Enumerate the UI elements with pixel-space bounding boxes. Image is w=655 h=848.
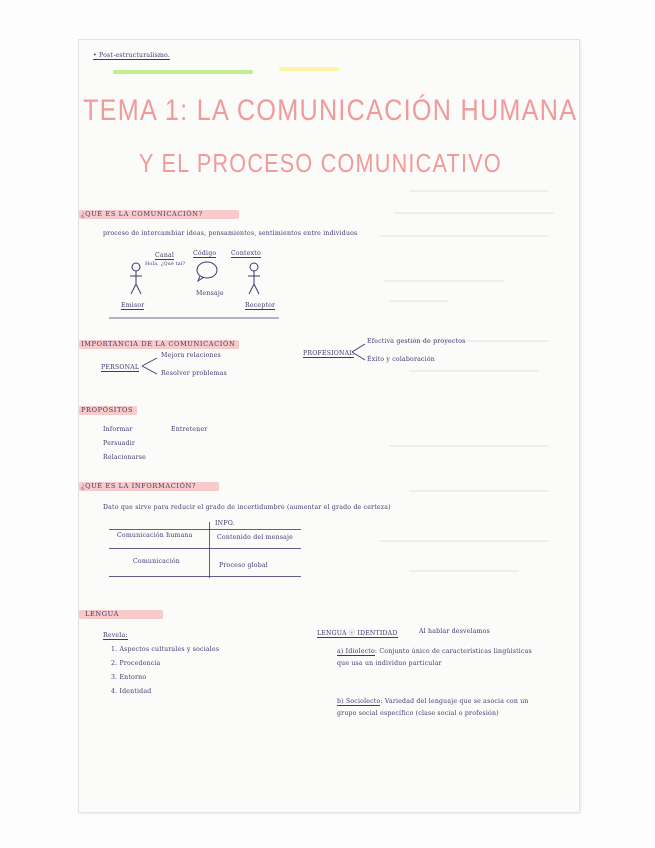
lengua-identidad-intro: Al hablar desvelamos xyxy=(419,628,491,635)
profesional-item-1: Efectiva gestión de proyectos xyxy=(367,338,466,345)
label-mensaje: Mensaje xyxy=(196,290,224,297)
sociolecto-text: : Variedad del lenguaje que se asocia con un grupo social específico (clase social o profesión) xyxy=(337,698,529,717)
info-table-row-2-right: Proceso global xyxy=(219,562,268,569)
green-highlight-stroke xyxy=(113,70,253,74)
informacion-definition: Dato que sirve para reducir el grado de incertidumbre (aumentar el grado de certeza) xyxy=(103,504,391,511)
bleed-through xyxy=(394,212,554,214)
revela-item-1: 1. Aspectos culturales y sociales xyxy=(111,646,220,653)
revela-item-3: 3. Entorno xyxy=(111,674,147,681)
idiolecto-text: : Conjunto único de características lingüísticas que usa un individuo particular xyxy=(337,648,532,667)
info-table-row-1-right: Contenido del mensaje xyxy=(217,534,293,541)
bleed-through xyxy=(409,370,539,372)
emisor-stick-figure-icon xyxy=(129,262,143,298)
profesional-item-2: Éxito y colaboración xyxy=(367,356,435,363)
yellow-highlight-stroke xyxy=(279,67,339,71)
info-table-rule xyxy=(109,529,301,530)
section-heading-propositos: PROPÓSITOS xyxy=(81,406,134,414)
section-heading-importancia: IMPORTANCIA DE LA COMUNICACIÓN xyxy=(81,340,236,348)
receptor-stick-figure-icon xyxy=(247,262,261,298)
revela-item-4: 4. Identidad xyxy=(111,688,152,695)
sociolecto-block xyxy=(337,696,537,720)
revela-item-2: 2. Procedencia xyxy=(111,660,161,667)
bleed-through xyxy=(379,540,549,542)
label-personal: PERSONAL xyxy=(101,364,140,371)
proposito-informar: Informar xyxy=(103,426,133,433)
section-heading-que-es-comunicacion: ¿QUÉ ES LA COMUNICACIÓN? xyxy=(81,210,203,218)
revela-label: Revela: xyxy=(103,632,128,639)
section-heading-lengua: LENGUA xyxy=(85,610,119,618)
personal-item-1: Mejora relaciones xyxy=(161,352,221,359)
notebook-page xyxy=(79,40,579,812)
page-title-line-2: Y EL PROCESO COMUNICATIVO xyxy=(139,148,502,178)
comunicacion-definition: proceso de intercambiar ideas, pensamientos, sentimientos entre individuos xyxy=(103,230,358,237)
section-heading-que-es-informacion: ¿QUÉ ES LA INFORMACIÓN? xyxy=(81,482,197,490)
idiolecto-block xyxy=(337,646,537,670)
personal-item-2: Resolver problemas xyxy=(161,370,227,377)
bleed-through xyxy=(384,280,504,282)
label-saludo: Hola, ¿Qué tal? xyxy=(145,262,186,267)
bleed-through xyxy=(379,235,549,237)
proposito-persuadir: Persuadir xyxy=(103,440,136,447)
idiolecto-label: a) Idiolecto xyxy=(337,648,375,655)
label-codigo: Código xyxy=(193,250,217,257)
info-table-header: INFO. xyxy=(215,520,235,527)
mensaje-speech-bubble-icon xyxy=(195,260,219,282)
label-profesional: PROFESIONAL xyxy=(303,350,354,357)
page-title-line-1: TEMA 1: LA COMUNICACIÓN HUMANA xyxy=(83,94,578,127)
label-contexto: Contexto xyxy=(231,250,261,257)
bleed-through xyxy=(409,490,549,492)
bleed-through xyxy=(409,190,549,192)
info-table-rule xyxy=(109,576,301,577)
info-table-row-2-left: Comunicación xyxy=(133,558,180,565)
bleed-through xyxy=(389,300,449,302)
personal-branch-icon xyxy=(141,356,159,376)
profesional-branch-icon xyxy=(351,342,367,362)
diagram-connector-lines xyxy=(109,308,289,322)
info-table-divider xyxy=(209,522,210,578)
header-tag: • Post-estructuralismo. xyxy=(93,52,171,59)
info-table-rule xyxy=(109,548,301,549)
info-table-row-1-left: Comunicación humana xyxy=(117,532,193,539)
label-canal: Canal xyxy=(155,252,175,259)
bleed-through xyxy=(389,445,549,447)
label-emisor: Emisor xyxy=(121,302,145,309)
bleed-through xyxy=(409,570,519,572)
lengua-identidad-title: LENGUA ⓔ IDENTIDAD xyxy=(317,630,398,637)
proposito-entretener: Entretener xyxy=(171,426,208,433)
label-receptor: Receptor xyxy=(245,302,276,309)
proposito-relacionarse: Relacionarse xyxy=(103,454,147,461)
sociolecto-label: b) Sociolecto xyxy=(337,698,381,705)
